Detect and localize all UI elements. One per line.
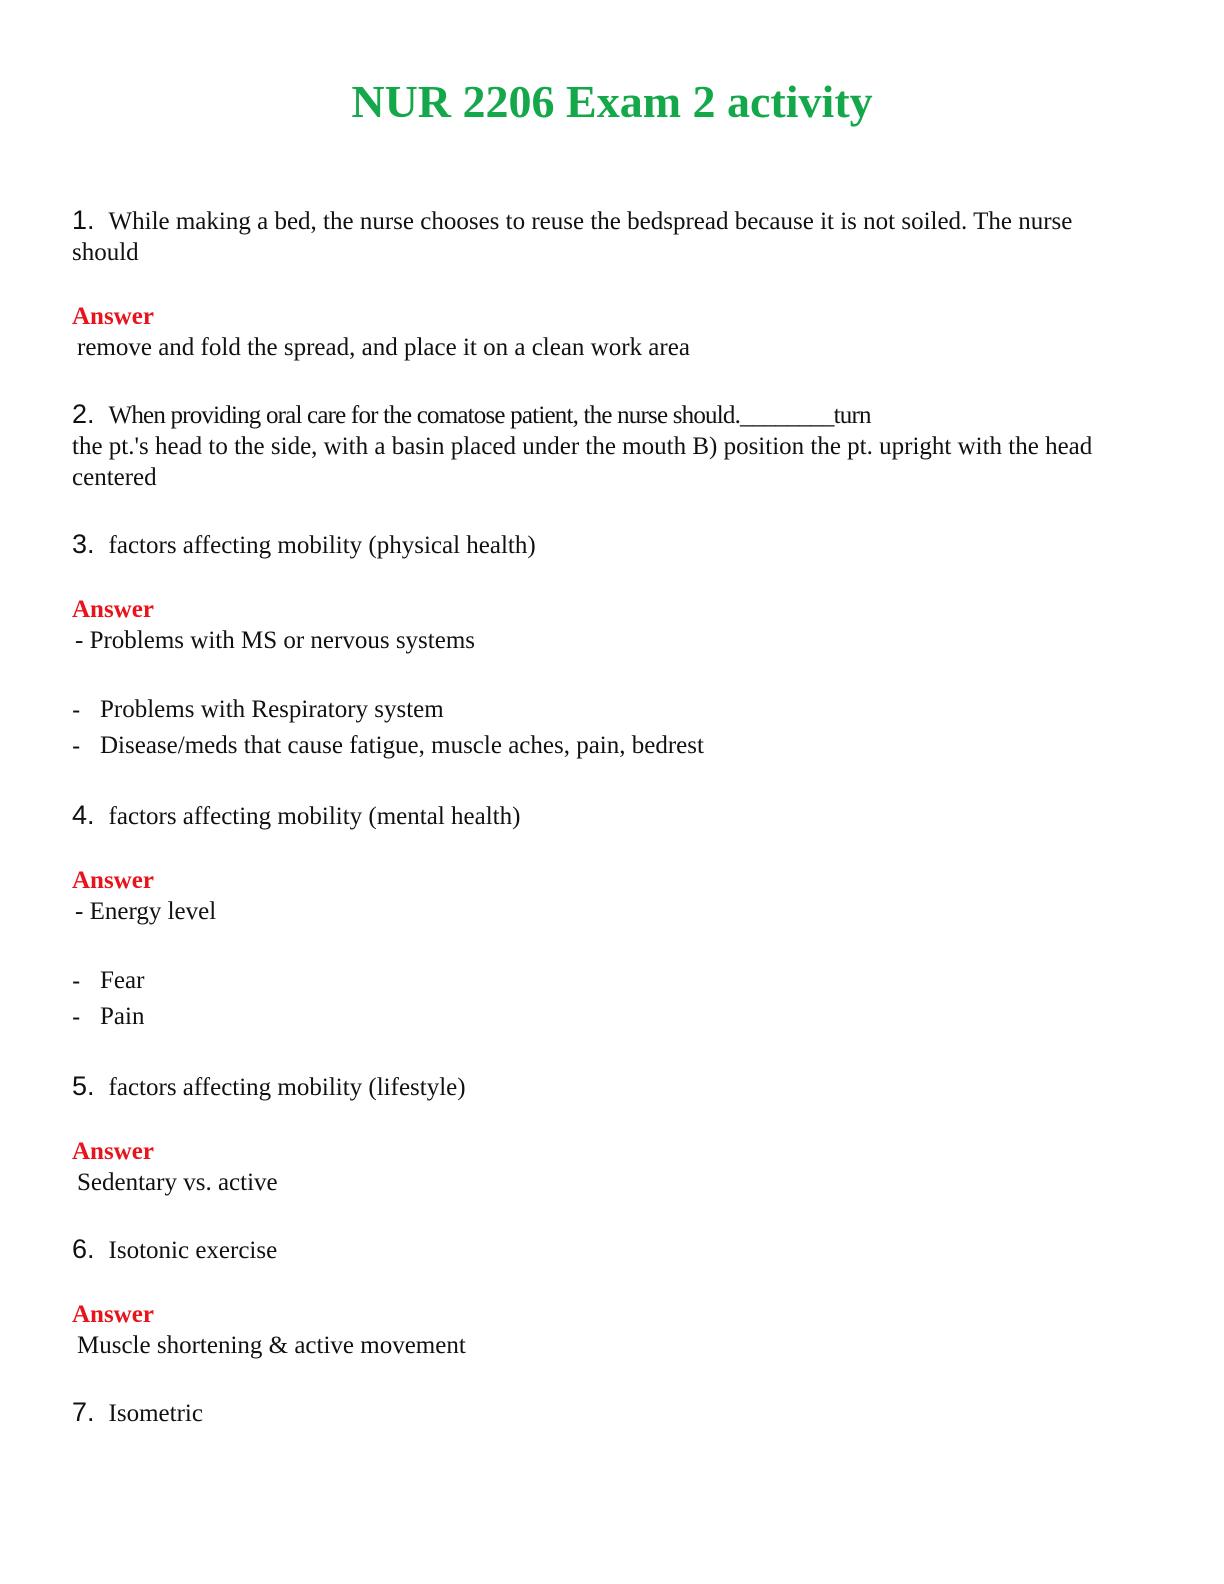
dash-bullet: - [72,1003,81,1031]
answer-text: Sedentary vs. active [77,1169,278,1196]
list-item: - Problems with Respiratory system [72,692,1132,728]
answer-label: Answer [72,867,154,894]
question-text: factors affecting mobility (mental health) [108,803,521,830]
question-7 [72,1397,1132,1429]
question-number: 7. [72,1397,95,1427]
question-1 [72,205,1132,268]
list-item: - Disease/meds that cause fatigue, muscle aches, pain, bedrest [72,728,1132,764]
answer-text: remove and fold the spread, and place it on a clean work area [77,334,690,361]
question-number: 2. [72,399,95,429]
answer-label: Answer [72,1301,154,1328]
question-text: Isotonic exercise [108,1237,278,1264]
question-text: factors affecting mobility (physical health) [108,532,536,559]
dash-bullet: - [72,967,81,995]
question-text: When providing oral care for the comatose patient, the nurse should.________turn [108,402,871,429]
question-text: factors affecting mobility (lifestyle) [108,1074,466,1101]
answer-label: Answer [72,596,154,623]
question-number: 1. [72,205,95,235]
document-body [72,205,1132,1429]
question-text-continued: the pt.'s head to the side, with a basin placed under the mouth B) position the pt. upright with the head centered [72,433,1093,491]
question-number: 6. [72,1234,95,1264]
list-item: - Fear [72,963,1132,999]
question-text: Isometric [108,1400,203,1427]
question-text: While making a bed, the nurse chooses to reuse the bedspread because it is not soiled. The nurse should [72,208,1073,266]
answer-text: - Energy level [75,898,217,925]
answer-label: Answer [72,1138,154,1165]
question-5 [72,1071,1132,1103]
question-number: 5. [72,1071,95,1101]
question-6 [72,1234,1132,1266]
page-title: NUR 2206 Exam 2 activity [351,76,873,127]
question-4 [72,800,1132,832]
question-3 [72,529,1132,561]
answer-text: Muscle shortening & active movement [77,1332,466,1359]
list-item: - Pain [72,999,1132,1035]
question-number: 4. [72,800,95,830]
question-number: 3. [72,529,95,559]
question-2 [72,399,1132,493]
answer-bullet-list [72,692,1132,764]
answer-text: - Problems with MS or nervous systems [75,627,475,654]
answer-label: Answer [72,303,154,330]
dash-bullet: - [72,696,81,724]
dash-bullet: - [72,732,81,760]
answer-bullet-list [72,963,1132,1035]
